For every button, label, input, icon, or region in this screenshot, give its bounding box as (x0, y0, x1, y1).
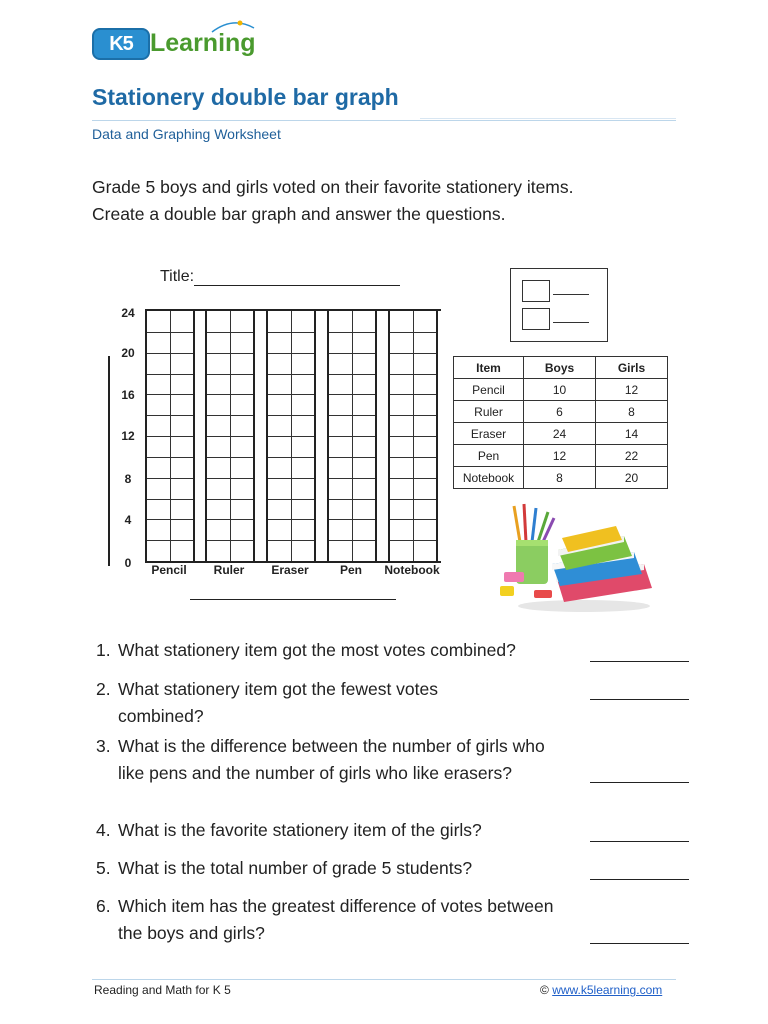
legend-line-1[interactable] (553, 294, 589, 295)
graph-title-line[interactable] (194, 269, 400, 286)
answer-line-4[interactable] (590, 841, 689, 842)
table-row (454, 445, 668, 467)
question-6 (96, 893, 576, 947)
question-text: What is the favorite stationery item of the girls? (118, 820, 482, 840)
graph-title-label: Title: (160, 268, 195, 285)
answer-line-1[interactable] (590, 661, 689, 662)
instructions-line-1: Grade 5 boys and girls voted on their favorite stationery items. (92, 177, 574, 197)
table-cell-boys: 12 (524, 445, 596, 467)
x-axis-label: Notebook (384, 563, 440, 577)
answer-line-2[interactable] (590, 699, 689, 700)
footer-website-link[interactable]: www.k5learning.com (552, 983, 663, 997)
footer-rule (92, 979, 676, 980)
copyright-symbol: © (540, 983, 549, 997)
logo-star-icon (210, 20, 256, 34)
graph-title-blank[interactable] (160, 268, 400, 286)
table-cell-boys: 24 (524, 423, 596, 445)
table-cell-boys: 8 (524, 467, 596, 489)
answer-line-6[interactable] (590, 943, 689, 944)
table-header-boys: Boys (524, 357, 596, 379)
x-axis-label: Ruler (213, 563, 245, 577)
table-cell-item: Ruler (454, 401, 524, 423)
question-5 (96, 855, 576, 882)
question-number: 4. (96, 820, 111, 840)
legend-line-2[interactable] (553, 322, 589, 323)
question-number: 2. (96, 679, 111, 699)
answer-line-3[interactable] (590, 782, 689, 783)
y-tick-label: 4 (124, 513, 132, 527)
legend-swatch-2[interactable] (522, 308, 550, 330)
page-subtitle: Data and Graphing Worksheet (92, 126, 281, 142)
footer-tagline: Reading and Math for K 5 (94, 983, 231, 997)
question-2 (96, 676, 576, 730)
question-text: What is the difference between the number of girls who like pens and the number of girls who like erasers? (118, 736, 545, 783)
table-cell-item: Pencil (454, 379, 524, 401)
grid-column-divider (413, 311, 414, 561)
table-cell-girls: 22 (596, 445, 668, 467)
logo-wordmark: Learning (150, 29, 256, 57)
logo-k5-badge: K5 (92, 28, 150, 60)
stationery-illustration-icon (494, 502, 654, 614)
table-header-row (454, 357, 668, 379)
legend-swatch-1[interactable] (522, 280, 550, 302)
grid-column-divider (230, 311, 231, 561)
y-tick-label: 20 (121, 346, 135, 360)
page-title: Stationery double bar graph (92, 84, 399, 110)
books-stack-icon (552, 526, 652, 602)
question-4 (96, 817, 576, 844)
k5-learning-logo (92, 22, 262, 62)
x-axis-label: Pen (339, 563, 362, 577)
y-tick-label: 24 (121, 306, 135, 320)
y-tick-label: 0 (124, 556, 132, 570)
x-axis-label: Pencil (151, 563, 187, 577)
sharpener-icon (500, 586, 514, 596)
question-number: 3. (96, 736, 111, 756)
bar-column-group[interactable] (388, 311, 438, 561)
instructions-line-2: Create a double bar graph and answer the questions. (92, 204, 506, 224)
table-cell-girls: 20 (596, 467, 668, 489)
question-text: Which item has the greatest difference of votes between the boys and girls? (118, 896, 554, 943)
header-rule (92, 120, 676, 121)
y-tick-label: 8 (124, 472, 132, 486)
bar-column-group[interactable] (205, 311, 255, 561)
eraser-icon (504, 572, 524, 582)
table-cell-girls: 12 (596, 379, 668, 401)
legend-box (510, 268, 608, 342)
x-axis-label: Eraser (271, 563, 309, 577)
table-cell-item: Pen (454, 445, 524, 467)
table-cell-boys: 10 (524, 379, 596, 401)
question-number: 5. (96, 858, 111, 878)
eraser-icon-2 (534, 590, 552, 598)
y-axis-blank-line[interactable] (108, 356, 110, 566)
grid-column-divider (291, 311, 292, 561)
grid-column-divider (352, 311, 353, 561)
grid-column-divider (170, 311, 171, 561)
table-row (454, 401, 668, 423)
question-3 (96, 733, 576, 787)
question-text: What is the total number of grade 5 students? (118, 858, 473, 878)
question-1 (96, 637, 576, 664)
table-row (454, 467, 668, 489)
y-tick-label: 12 (121, 429, 135, 443)
votes-table (453, 356, 668, 489)
table-row (454, 379, 668, 401)
question-number: 1. (96, 640, 111, 660)
header-rule-accent (420, 118, 676, 119)
instructions (92, 174, 692, 228)
x-axis-blank-line[interactable] (190, 599, 396, 600)
footer-copyright (540, 983, 662, 997)
bar-column-group[interactable] (327, 311, 377, 561)
table-cell-girls: 14 (596, 423, 668, 445)
table-cell-item: Notebook (454, 467, 524, 489)
bar-column-group[interactable] (266, 311, 316, 561)
y-tick-label: 16 (121, 388, 135, 402)
answer-line-5[interactable] (590, 879, 689, 880)
table-cell-boys: 6 (524, 401, 596, 423)
question-text: What stationery item got the most votes combined? (118, 640, 516, 660)
table-cell-item: Eraser (454, 423, 524, 445)
table-cell-girls: 8 (596, 401, 668, 423)
question-number: 6. (96, 896, 111, 916)
table-header-item: Item (454, 357, 524, 379)
bar-column-group[interactable] (145, 311, 195, 561)
table-row (454, 423, 668, 445)
question-text: What stationery item got the fewest votes combined? (118, 679, 439, 726)
table-header-girls: Girls (596, 357, 668, 379)
